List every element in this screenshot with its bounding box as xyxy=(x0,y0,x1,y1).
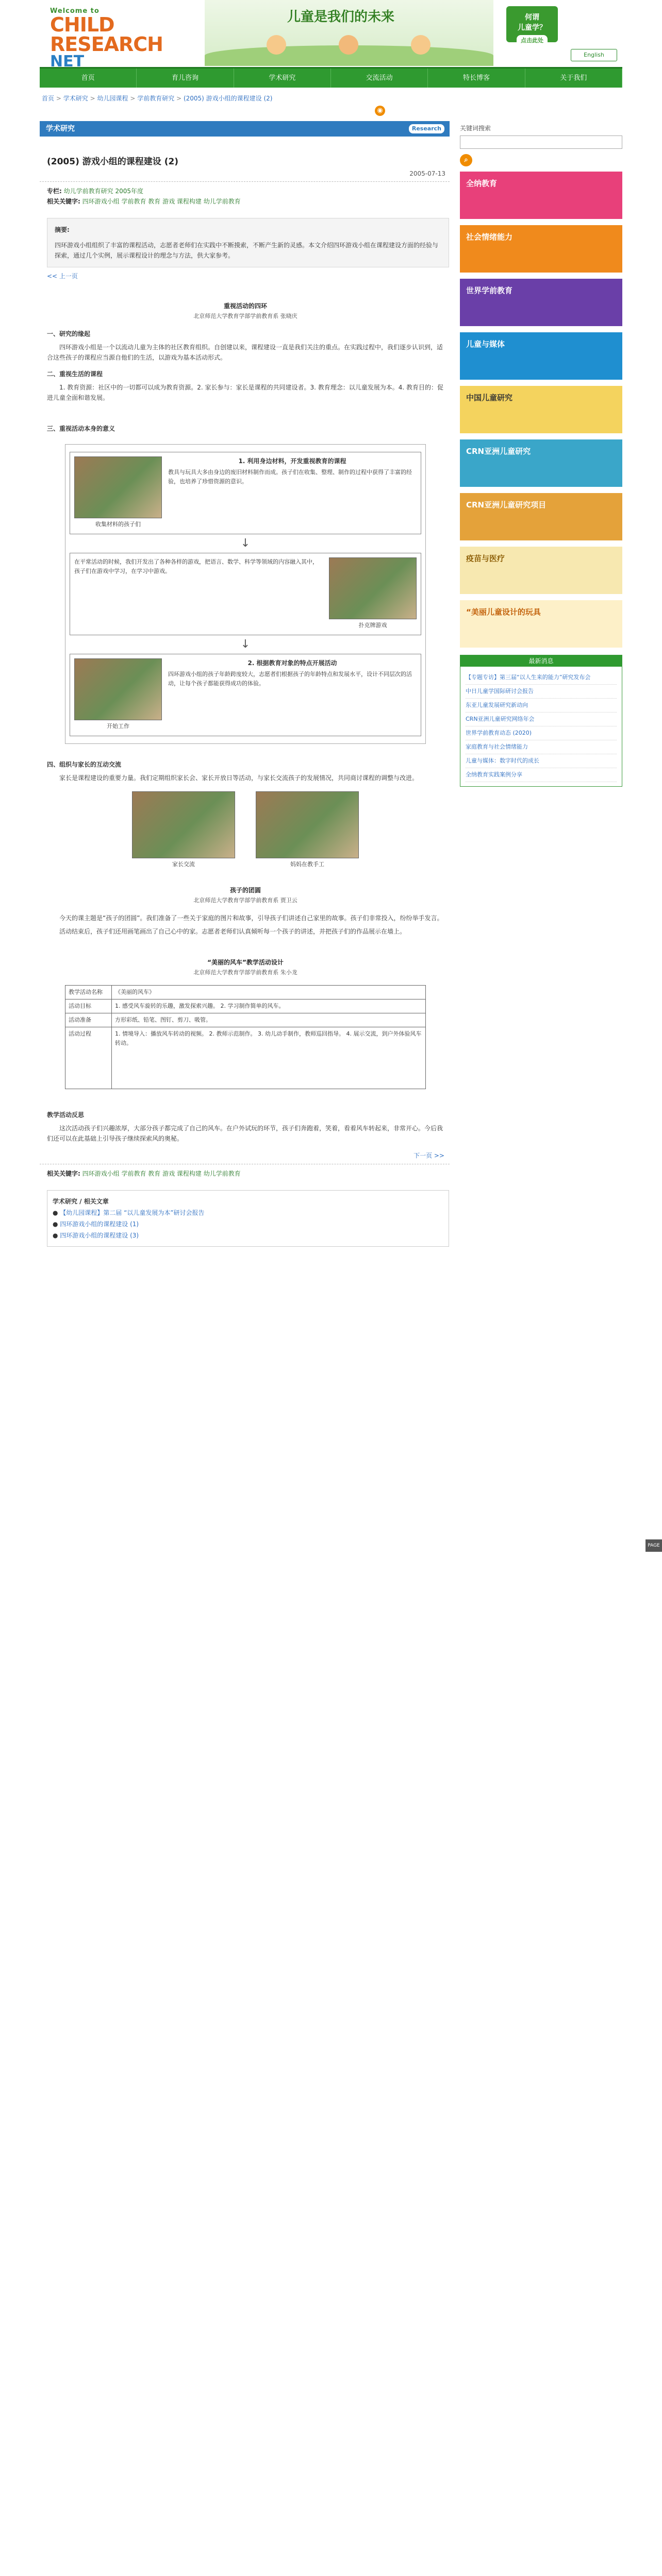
sidebar xyxy=(460,124,622,787)
table-head: 活动目标 xyxy=(65,999,112,1013)
tags-links[interactable]: 四环游戏小组 学前教育 教育 游戏 课程构建 幼儿学前教育 xyxy=(82,1170,241,1177)
rss-icon[interactable]: ◉ xyxy=(375,106,385,116)
related-item[interactable]: ● 【幼儿园课程】第二届 “以儿童发展为本”研讨会报告 xyxy=(53,1209,205,1216)
nav-research[interactable]: 学术研究 xyxy=(234,69,331,88)
main-nav xyxy=(40,67,622,88)
tile-toy-design[interactable]: “美丽儿童设计的玩具 xyxy=(460,600,622,648)
activity-flow xyxy=(65,444,426,744)
prev-page-link[interactable]: << 上一页 xyxy=(47,273,78,280)
activity-card xyxy=(70,452,421,534)
photo-caption: 家长交流 xyxy=(172,861,195,868)
activity-photo xyxy=(74,658,162,720)
article-date: 2005-07-13 xyxy=(409,170,445,177)
logo-child: CHILD xyxy=(50,13,114,36)
nav-blog[interactable]: 特长博客 xyxy=(428,69,525,88)
paragraph: 活动结束后，孩子们还用画笔画出了自己心中的家。志愿者老师们认真倾听每一个孩子的讲述，并把孩子们的作品展示在墙上。 xyxy=(59,928,406,935)
card-text: 在平常活动的时候，我们开发出了各种各样的游戏，把语言、数学、科学等领域的内容融入其中，孩子们在游戏中学习，在学习中游戏。 xyxy=(74,558,318,574)
news-item[interactable]: 家庭教育与社会情绪能力 xyxy=(466,740,617,754)
crumb-research[interactable]: 学术研究 xyxy=(63,95,88,102)
news-item[interactable]: CRN亚洲儿童研究网络年会 xyxy=(466,713,617,726)
logo-top: Welcome to xyxy=(50,7,100,15)
related-articles xyxy=(47,1190,449,1247)
activity-card xyxy=(70,654,421,736)
chapter-title: “美丽的风车”教学活动设计 xyxy=(207,959,284,966)
photo-row xyxy=(47,791,444,870)
paragraph: 1. 教育资源：社区中的一切都可以成为教育资源。2. 家长参与：家长是课程的共同建设者。3. 教育理念：以儿童发展为本。4. 教育目的：促进儿童全面和谐发展。 xyxy=(47,384,444,401)
paragraph: 四环游戏小组是一个以流动儿童为主体的社区教育组织。自创建以来，课程建设一直是我们关注的重点。在实践过程中，我们逐步认识到，适合这些孩子的课程应当源自他们的生活，以游戏为基本活动形式。 xyxy=(47,344,443,361)
heading: 三、重视活动本身的意义 xyxy=(47,425,115,432)
chapter-author: 北京师范大学教育学部学前教育系 张晓庆 xyxy=(193,313,297,319)
crumb-curriculum[interactable]: 幼儿园课程 xyxy=(97,95,128,102)
chapter-author: 北京师范大学教育学部学前教育系 贾卫云 xyxy=(193,897,297,904)
search-label: 关键词搜索 xyxy=(460,125,491,132)
nav-parenting[interactable]: 育儿咨询 xyxy=(137,69,234,88)
parent-photo xyxy=(256,791,359,858)
related-heading: 学术研究 / 相关文章 xyxy=(53,1198,109,1205)
chapter-title: 孩子的团圆 xyxy=(229,887,261,894)
tags-label: 相关关键字: xyxy=(47,198,80,205)
photo-caption: 收集材料的孩子们 xyxy=(95,521,141,528)
arrow-down-icon: ↓ xyxy=(240,638,251,651)
child-figure-icon xyxy=(411,35,431,55)
abstract-label: 摘要: xyxy=(55,226,70,233)
news-item[interactable]: 儿童与媒体：数字时代的成长 xyxy=(466,754,617,768)
news-item[interactable]: 中日儿童学国际研讨会报告 xyxy=(466,685,617,699)
table-cell: 《美丽的风车》 xyxy=(112,986,426,999)
table-head: 活动准备 xyxy=(65,1013,112,1027)
table-cell: 方形彩纸、铅笔、图钉、剪刀、吸管。 xyxy=(112,1013,426,1027)
article-meta xyxy=(40,186,450,207)
heading: 一、研究的缘起 xyxy=(47,330,91,337)
chapter-author: 北京师范大学教育学部学前教育系 朱小龙 xyxy=(193,969,297,976)
badge-line2: 儿童学？ xyxy=(518,24,547,32)
section-title: 学术研究 xyxy=(46,125,75,133)
paragraph: 家长是课程建设的重要力量。我们定期组织家长会、家长开放日等活动，与家长交流孩子的发展情况，共同商讨课程的调整与改进。 xyxy=(59,774,419,782)
card-text: 四环游戏小组的孩子年龄跨度较大，志愿者们根据孩子的年龄特点和发展水平，设计不同层次的活动，让每个孩子都能获得成功的体验。 xyxy=(168,671,412,687)
child-figure-icon xyxy=(267,35,286,55)
activity-photo xyxy=(329,557,417,619)
logo-research: RESEARCH xyxy=(50,33,163,56)
tile-inclusive[interactable]: 全纳教育 xyxy=(460,172,622,219)
heading: 四、组织与家长的互动交流 xyxy=(47,761,122,768)
crumb-current: (2005) 游戏小组的课程建设 (2) xyxy=(183,95,273,102)
language-select[interactable]: English xyxy=(571,49,617,61)
paragraph: 今天的课主题是“孩子的团圆”。我们准备了一些关于家庭的图片和故事，引导孩子们讲述自己家里的故事。孩子们非常投入，纷纷举手发言。 xyxy=(59,914,443,922)
tile-vaccine[interactable]: 疫苗与医疗 xyxy=(460,547,622,594)
table-row xyxy=(65,1013,426,1027)
badge-line1: 何谓 xyxy=(525,13,539,22)
table-cell: 1. 情境导入：播放风车转动的视频。 2. 教师示范制作。 3. 幼儿动手制作，教师巡回指导。 4. 展示交流，到户外体验风车转动。 xyxy=(112,1027,426,1089)
tile-crn-project[interactable]: CRN亚洲儿童研究项目 xyxy=(460,493,622,540)
slogan: 儿童是我们的未来 xyxy=(287,9,395,25)
photo-caption: 妈妈在教手工 xyxy=(290,861,324,868)
card-title: 2. 根据教育对象的特点开展活动 xyxy=(247,659,337,667)
news-item[interactable]: 全纳教育实践案例分享 xyxy=(466,768,617,782)
badge-link[interactable]: 点击此处 xyxy=(517,35,548,46)
series-link[interactable]: 幼儿学前教育研究 2005年度 xyxy=(63,188,143,195)
news-item[interactable]: 东亚儿童发展研究新动向 xyxy=(466,699,617,713)
parent-photo xyxy=(132,791,235,858)
child-figure-icon xyxy=(339,35,358,55)
search-go-icon[interactable]: ⌕ xyxy=(460,154,472,166)
article-title: (2005) 游戏小组的课程建设 (2) xyxy=(47,157,179,167)
latest-news xyxy=(460,655,622,787)
series-label: 专栏: xyxy=(47,188,62,195)
article-meta-bottom xyxy=(40,1168,450,1179)
table-head: 活动过程 xyxy=(65,1027,112,1089)
section-header xyxy=(40,121,450,137)
chapter-title: 重视活动的四环 xyxy=(223,302,267,310)
card-text: 教具与玩具大多由身边的废旧材料制作而成。孩子们在收集、整理、制作的过程中获得了丰富的经验，也培养了珍惜资源的意识。 xyxy=(168,469,412,485)
related-item[interactable]: ● 四环游戏小组的课程建设 (3) xyxy=(53,1232,139,1239)
latest-news-title: 最新消息 xyxy=(460,655,622,667)
photo-caption: 开始工作 xyxy=(107,723,129,730)
crumb-home[interactable]: 首页 xyxy=(42,95,55,102)
table-row xyxy=(65,986,426,999)
tile-china-research[interactable]: 中国儿童研究 xyxy=(460,386,622,433)
heading: 教学活动反思 xyxy=(47,1111,85,1118)
tile-world-preschool[interactable]: 世界学前教育 xyxy=(460,279,622,326)
header-banner xyxy=(205,0,493,66)
table-row xyxy=(65,999,426,1013)
page-top-button[interactable]: PAGE TOP xyxy=(646,1539,662,1552)
card-title: 1. 利用身边材料，开发重视教育的课程 xyxy=(238,457,346,465)
tags-links[interactable]: 四环游戏小组 学前教育 教育 游戏 课程构建 幼儿学前教育 xyxy=(82,198,241,205)
site-logo[interactable] xyxy=(50,7,169,71)
heading: 二、重视生活的课程 xyxy=(47,370,103,378)
tags-label: 相关关键字: xyxy=(47,1170,80,1177)
what-is-childology-badge[interactable] xyxy=(506,6,558,42)
section-tag: Research xyxy=(409,124,444,133)
paragraph: 这次活动孩子们兴趣浓厚，大部分孩子都完成了自己的风车。在户外试玩的环节，孩子们奔跑着，笑着，看着风车转起来，非常开心。今后我们还可以在此基础上引导孩子继续探索风的奥秘。 xyxy=(47,1125,443,1142)
arrow-down-icon: ↓ xyxy=(240,537,251,550)
tile-social-emotional[interactable]: 社会情绪能力 xyxy=(460,225,622,273)
tile-crn-asia[interactable]: CRN亚洲儿童研究 xyxy=(460,439,622,487)
table-cell: 1. 感受风车旋转的乐趣，激发探索兴趣。 2. 学习制作简单的风车。 xyxy=(112,999,426,1013)
breadcrumb: 首页 > 学术研究 > 幼儿园课程 > 学前教育研究 > (2005) 游戏小组的课程建设 (2) xyxy=(42,95,273,102)
activity-card xyxy=(70,553,421,635)
tile-children-media[interactable]: 儿童与媒体 xyxy=(460,332,622,380)
abstract-text: 四环游戏小组组织了丰富的课程活动，志愿者老师们在实践中不断摸索，不断产生新的灵感。本文介绍四环游戏小组在课程建设方面的经验与探索，通过几个实例，展示课程设计的理念与方法，供大家参考。 xyxy=(55,242,439,259)
news-item[interactable]: 世界学前教育动态 (2020) xyxy=(466,726,617,740)
table-row xyxy=(65,1027,426,1089)
site-header xyxy=(40,0,622,71)
nav-events[interactable]: 交流活动 xyxy=(331,69,428,88)
photo-caption: 扑克牌游戏 xyxy=(358,622,387,629)
search-input[interactable] xyxy=(460,135,622,149)
nav-about[interactable]: 关于我们 xyxy=(525,69,622,88)
table-head: 教学活动名称 xyxy=(65,986,112,999)
crumb-preschool[interactable]: 学前教育研究 xyxy=(137,95,175,102)
main-content xyxy=(40,100,450,1247)
logo-net: NET xyxy=(50,53,85,71)
nav-home[interactable]: 首页 xyxy=(40,69,137,88)
lesson-plan-table xyxy=(65,985,426,1089)
news-item[interactable]: 【专题专访】第三届“以人生来的能力”研究发布会 xyxy=(466,671,617,685)
related-item[interactable]: ● 四环游戏小组的课程建设 (1) xyxy=(53,1221,139,1228)
article-body xyxy=(47,301,444,1144)
activity-photo xyxy=(74,456,162,518)
abstract-box xyxy=(47,218,449,267)
next-page-link[interactable]: 下一页 >> xyxy=(413,1152,444,1159)
divider xyxy=(40,181,450,182)
